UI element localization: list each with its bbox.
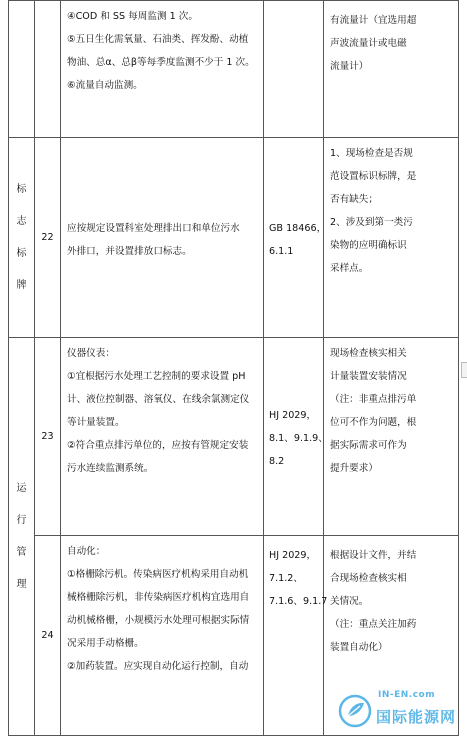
method-line: 2、涉及到第一类污: [330, 217, 413, 228]
item-number: 24: [35, 536, 61, 736]
content-cell: [61, 138, 264, 338]
inspection-table: [8, 0, 459, 736]
category-cell: [9, 138, 35, 338]
content-line: 污水连续监测系统。: [67, 463, 154, 474]
method-line: 采样点。: [330, 263, 369, 274]
method-line: 流量计）: [330, 61, 369, 72]
scroll-handle[interactable]: [461, 362, 467, 378]
standard-line: 7.1.6、9.1.7: [269, 596, 328, 607]
standard-line: 7.1.2、: [269, 573, 304, 584]
table-row: [9, 138, 459, 338]
standard-cell: [264, 1, 324, 138]
method-cell: [324, 138, 459, 338]
content-cell: [61, 338, 264, 536]
method-line: 提升要求）: [330, 463, 378, 474]
method-line: 计量装置安装情况: [330, 371, 407, 382]
watermark-domain: IN-EN.com: [378, 690, 436, 700]
category-char: 牌: [16, 279, 27, 291]
standard-line: HJ 2029，: [269, 410, 317, 421]
content-line: ⑤五日生化需氧量、石油类、挥发酚、动植: [67, 34, 249, 45]
content-cell: [61, 1, 264, 138]
category-char: 管: [16, 546, 27, 558]
number-cell: [35, 1, 61, 138]
category-char: 标: [16, 247, 27, 259]
content-line: 等计量装置。: [67, 417, 125, 428]
category-cell: [9, 338, 35, 736]
content-line: 自动化：: [67, 546, 106, 557]
method-line: 1、现场检查是否规: [330, 148, 413, 159]
content-line: ①宜根据污水处理工艺控制的要求设置 pH: [67, 371, 246, 382]
content-line: ①格栅除污机。传染病医疗机构采用自动机: [67, 569, 249, 580]
content-line: 仪器仪表：: [67, 348, 115, 359]
method-cell: [324, 338, 459, 536]
category-char: 行: [16, 514, 27, 526]
leaf-logo-icon: [338, 694, 372, 728]
method-line: 染物的应明确标识: [330, 240, 407, 251]
content-line: ②符合重点排污单位的，应按有管规定安装: [67, 440, 249, 451]
watermark-name: 国际能源网: [376, 708, 457, 726]
method-line: 现场检查核实相关: [330, 348, 407, 359]
method-line: 否有缺失；: [330, 194, 378, 205]
content-cell: [61, 536, 264, 736]
table-row: [9, 338, 459, 536]
method-line: 据实际需求可作为: [330, 440, 407, 451]
content-line: 物油、总α、总β等每季度监测不少于 1 次。: [67, 57, 255, 68]
method-line: 关情况。: [330, 596, 369, 607]
content-line: 况采用手动格栅。: [67, 638, 144, 649]
category-cell: [9, 1, 35, 138]
content-line: ②加药装置。应实现自动化运行控制，自动: [67, 661, 249, 672]
standard-line: 8.2: [269, 456, 285, 467]
category-char: 标: [16, 183, 27, 195]
method-line: 声波流量计或电磁: [330, 38, 407, 49]
standard-line: 6.1.1: [269, 245, 294, 257]
standard-line: 8.1、9.1.9、: [269, 433, 328, 444]
standard-cell: [264, 338, 328, 536]
content-line: 械格栅除污机，非传染病医疗机构宜选用自: [67, 592, 250, 603]
method-line: 合现场检查核实相: [330, 573, 407, 584]
content-line: 动机械格栅，小规模污水处理可根据实际情: [67, 615, 250, 626]
content-line: 外排口，并设置排放口标志。: [67, 245, 192, 257]
standard-line: GB 18466，: [269, 222, 327, 234]
watermark: [330, 690, 465, 732]
method-line: 装置自动化）: [330, 642, 388, 653]
content-line: 计、液位控制器、溶氧仪、在线余氯测定仪: [67, 394, 250, 405]
method-line: 范设置标识标牌，是: [330, 171, 417, 182]
table-row: [9, 1, 459, 138]
content-line: ⑥流量自动监测。: [67, 80, 143, 91]
standard-cell: [264, 138, 327, 338]
content-line: ④COD 和 SS 每周监测 1 次。: [67, 11, 198, 22]
standard-cell: [264, 536, 328, 736]
standard-line: HJ 2029，: [269, 550, 317, 561]
content-line: 应按规定设置科室处理排出口和单位污水: [67, 222, 240, 234]
item-number: 23: [35, 338, 61, 536]
method-line: （注：非重点排污单: [330, 394, 417, 405]
method-line: 根据设计文件，并结: [330, 550, 417, 561]
method-line: （注：重点关注加药: [330, 619, 417, 630]
category-char: 理: [16, 578, 27, 590]
method-line: 位可不作为问题，根: [330, 417, 417, 428]
method-line: 有流量计（宜选用超: [330, 15, 417, 26]
item-number: 22: [35, 138, 61, 338]
category-char: 志: [16, 215, 27, 227]
method-cell: [324, 1, 459, 138]
category-char: 运: [16, 482, 27, 494]
